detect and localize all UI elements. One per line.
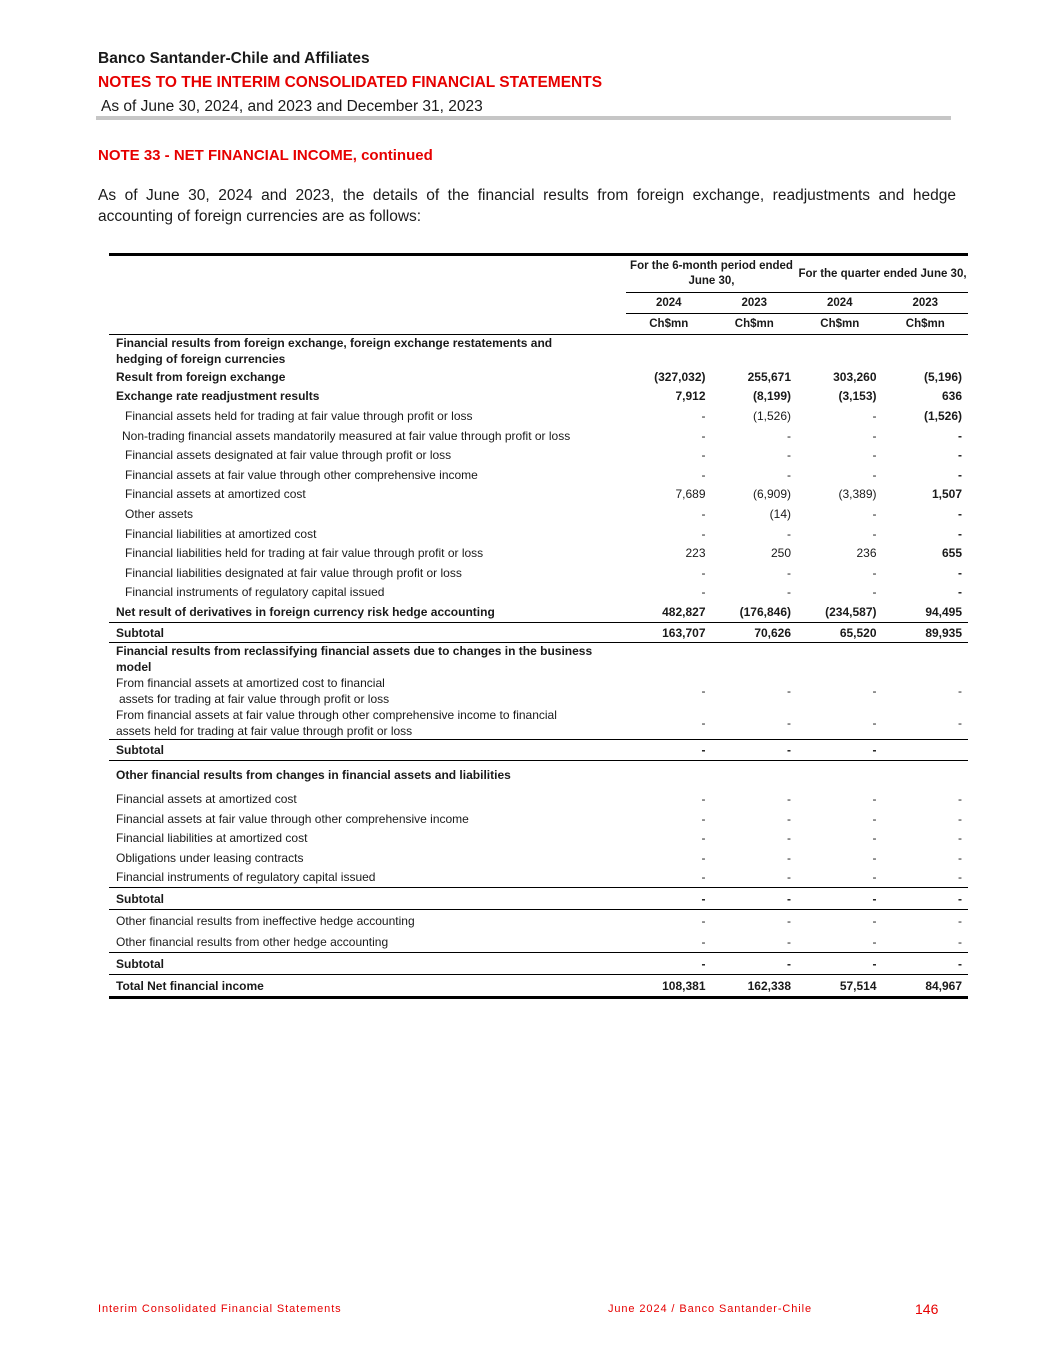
cell: -	[797, 868, 883, 888]
cell: -	[872, 467, 877, 482]
table-row	[109, 868, 968, 888]
section-title-row	[109, 761, 968, 790]
table-row	[109, 707, 968, 740]
cell: 255,671	[747, 369, 792, 384]
cell: -	[883, 868, 969, 888]
cell: 108,381	[626, 975, 712, 998]
table-row	[109, 406, 968, 426]
cell: -	[958, 850, 963, 865]
row-label: Result from foreign exchange	[116, 369, 286, 384]
row-label	[109, 675, 626, 707]
cell: -	[626, 931, 712, 953]
row-label: Financial assets held for trading at fair value through profit or loss	[125, 408, 473, 423]
total-row	[109, 975, 968, 998]
cell: -	[958, 913, 963, 928]
cell: -	[872, 526, 877, 541]
cell: -	[883, 888, 969, 910]
cell: -	[701, 408, 706, 423]
cell: -	[712, 931, 798, 953]
year-header: 2023	[883, 293, 969, 314]
cell: (1,526)	[924, 408, 963, 423]
cell: -	[712, 888, 798, 910]
section-title-row	[109, 643, 968, 676]
cell: -	[701, 526, 706, 541]
cell: -	[797, 953, 883, 975]
row-label: Exchange rate readjustment results	[116, 389, 320, 404]
table-row	[109, 524, 968, 544]
cell: 223	[685, 546, 706, 561]
cell: -	[958, 811, 963, 826]
cell: -	[883, 953, 969, 975]
subtotal-label: Subtotal	[109, 740, 626, 761]
table-row	[109, 367, 968, 387]
cell: (176,846)	[712, 602, 798, 622]
footer-doc-title: Interim Consolidated Financial Statements	[98, 1303, 342, 1315]
cell: -	[787, 792, 792, 807]
cell: 84,967	[883, 975, 969, 998]
company-name: Banco Santander-Chile and Affiliates	[98, 50, 370, 67]
cell: -	[958, 448, 963, 463]
cell: -	[958, 506, 963, 521]
cell: (3,153)	[838, 389, 877, 404]
table-row	[109, 931, 968, 953]
total-label: Total Net financial income	[109, 975, 626, 998]
section-title: Other financial results from changes in financial assets and liabilities	[116, 768, 511, 783]
cell: 303,260	[833, 369, 877, 384]
as-of-date: As of June 30, 2024, and 2023 and December 31, 2023	[101, 98, 483, 115]
cell: 162,338	[712, 975, 798, 998]
cell: (14)	[769, 506, 792, 521]
cell: -	[626, 740, 712, 761]
row-label: Financial liabilities at amortized cost	[116, 831, 308, 846]
cell: -	[797, 740, 883, 761]
cell: -	[872, 792, 877, 807]
cell: -	[787, 565, 792, 580]
cell: -	[958, 428, 963, 443]
cell: -	[883, 707, 969, 740]
cell: -	[701, 565, 706, 580]
cell: -	[626, 868, 712, 888]
cell: -	[787, 428, 792, 443]
subtotal-row	[109, 740, 968, 761]
cell: -	[958, 831, 963, 846]
cell: 94,495	[883, 602, 969, 622]
cell: 7,689	[675, 487, 706, 502]
cell: -	[872, 850, 877, 865]
table-row	[109, 829, 968, 849]
cell: (1,526)	[752, 408, 792, 423]
row-label: Financial instruments of regulatory capital issued	[109, 868, 626, 888]
row-label: Other financial results from ineffective hedge accounting	[116, 913, 415, 928]
cell: -	[626, 953, 712, 975]
cell: -	[872, 408, 877, 423]
row-label: Financial assets at fair value through other comprehensive income	[125, 467, 478, 482]
table-row	[109, 543, 968, 563]
cell: -	[872, 913, 877, 928]
cell: -	[787, 467, 792, 482]
cell: 7,912	[675, 389, 706, 404]
cell: (5,196)	[924, 369, 963, 384]
row-label: Obligations under leasing contracts	[116, 850, 304, 865]
net-financial-income-table	[109, 253, 968, 999]
cell: -	[701, 467, 706, 482]
cell: -	[787, 850, 792, 865]
cell: -	[787, 526, 792, 541]
table-row	[109, 602, 968, 622]
header-units-row	[109, 314, 968, 335]
year-header: 2024	[797, 293, 883, 314]
row-label: Other financial results from other hedge accounting	[109, 931, 626, 953]
cell: (8,199)	[752, 389, 792, 404]
row-label: Financial assets designated at fair value through profit or loss	[125, 448, 452, 463]
cell: (6,909)	[752, 487, 792, 502]
year-header: 2024	[626, 293, 712, 314]
cell: -	[872, 811, 877, 826]
table-row	[109, 485, 968, 505]
cell: 57,514	[797, 975, 883, 998]
unit-header: Ch$mn	[797, 314, 883, 335]
subtotal-label: Subtotal	[109, 953, 626, 975]
row-label	[109, 707, 626, 740]
cell: -	[797, 707, 883, 740]
period-6m-header: For the 6-month period ended June 30,	[626, 255, 797, 293]
cell	[883, 740, 969, 761]
cell: -	[958, 467, 963, 482]
row-label: Financial assets at amortized cost	[116, 792, 297, 807]
cell: -	[712, 953, 798, 975]
cell: -	[701, 850, 706, 865]
row-label-line: From financial assets at fair value through other comprehensive income to financial	[116, 708, 557, 723]
subtotal-label: Subtotal	[109, 622, 626, 643]
header-rule	[96, 116, 951, 120]
cell: -	[712, 740, 798, 761]
table-row	[109, 445, 968, 465]
cell: -	[626, 888, 712, 910]
cell: -	[787, 831, 792, 846]
note-title: NOTE 33 - NET FINANCIAL INCOME, continued	[98, 147, 433, 164]
row-label: Financial assets at amortized cost	[125, 487, 306, 502]
row-label: Financial liabilities designated at fair value through profit or loss	[125, 565, 462, 580]
period-quarter-header: For the quarter ended June 30,	[797, 255, 968, 293]
cell: -	[787, 811, 792, 826]
cell: -	[701, 585, 706, 600]
table-row	[109, 387, 968, 407]
cell: (3,389)	[838, 487, 877, 502]
section-title: Financial results from reclassifying financial assets due to changes in the business model	[116, 644, 593, 675]
cell: -	[787, 448, 792, 463]
cell: 89,935	[883, 622, 969, 643]
cell: -	[958, 684, 963, 699]
section-title: Financial results from foreign exchange, foreign exchange restatements and hedging of foreign currencies	[116, 336, 553, 366]
table-row	[109, 563, 968, 583]
cell: 250	[770, 546, 792, 561]
cell: -	[958, 585, 963, 600]
cell: -	[787, 913, 792, 928]
note-intro: As of June 30, 2024 and 2023, the details of the financial results from foreign exchange, readjustments and hedge accounting of foreign currencies are as follows:	[98, 187, 956, 225]
notes-title: NOTES TO THE INTERIM CONSOLIDATED FINANCIAL STATEMENTS	[98, 74, 603, 91]
row-label-line: assets for trading at fair value through profit or loss	[119, 692, 390, 707]
cell: -	[883, 931, 969, 953]
cell: -	[872, 448, 877, 463]
row-label: Financial liabilities at amortized cost	[125, 526, 317, 541]
cell: -	[701, 831, 706, 846]
cell: -	[701, 506, 706, 521]
table-row	[109, 504, 968, 524]
year-header: 2023	[712, 293, 798, 314]
table-row	[109, 809, 968, 829]
cell: -	[787, 684, 792, 699]
table-row	[109, 675, 968, 707]
unit-header: Ch$mn	[626, 314, 712, 335]
page-number: 146	[915, 1301, 939, 1317]
row-label-line: From financial assets at amortized cost to financial	[116, 676, 385, 691]
cell: -	[872, 831, 877, 846]
row-label: Non-trading financial assets mandatorily measured at fair value through profit or loss	[122, 428, 571, 443]
row-label: Financial liabilities held for trading at fair value through profit or loss	[125, 546, 484, 561]
cell: 636	[942, 389, 963, 404]
cell: (234,587)	[797, 602, 883, 622]
unit-header: Ch$mn	[883, 314, 969, 335]
cell: -	[797, 931, 883, 953]
cell: -	[712, 707, 798, 740]
table-row	[109, 789, 968, 809]
unit-header: Ch$mn	[712, 314, 798, 335]
cell: -	[797, 888, 883, 910]
cell: -	[958, 792, 963, 807]
header-period-row	[109, 255, 968, 293]
cell: -	[701, 811, 706, 826]
cell: 70,626	[712, 622, 798, 643]
table-row	[109, 910, 968, 932]
cell: -	[872, 585, 877, 600]
cell: 236	[856, 546, 877, 561]
cell: -	[872, 684, 877, 699]
cell: 163,707	[626, 622, 712, 643]
row-label: Other assets	[125, 506, 194, 521]
header-years-row	[109, 293, 968, 314]
subtotal-row	[109, 953, 968, 975]
cell: -	[958, 526, 963, 541]
cell: (327,032)	[654, 369, 706, 384]
row-label: Financial instruments of regulatory capital issued	[125, 585, 385, 600]
table-row	[109, 583, 968, 603]
subtotal-label: Subtotal	[109, 888, 626, 910]
cell: 655	[942, 546, 963, 561]
cell: 65,520	[797, 622, 883, 643]
cell: -	[872, 428, 877, 443]
section-title-row	[109, 335, 968, 368]
cell: -	[701, 684, 706, 699]
cell: -	[626, 707, 712, 740]
cell: -	[712, 868, 798, 888]
cell: -	[701, 448, 706, 463]
cell: -	[872, 506, 877, 521]
cell: -	[958, 565, 963, 580]
cell: -	[701, 913, 706, 928]
cell: -	[701, 792, 706, 807]
footer-period: June 2024 / Banco Santander-Chile	[608, 1303, 812, 1315]
cell: 482,827	[626, 602, 712, 622]
subtotal-row	[109, 888, 968, 910]
row-label-line: assets held for trading at fair value through profit or loss	[116, 724, 413, 739]
cell: -	[872, 565, 877, 580]
cell: -	[787, 585, 792, 600]
table-row	[109, 426, 968, 446]
table-row	[109, 848, 968, 868]
subtotal-row	[109, 622, 968, 643]
cell: 1,507	[932, 487, 963, 502]
table-row	[109, 465, 968, 485]
cell: -	[701, 428, 706, 443]
row-label: Financial assets at fair value through other comprehensive income	[116, 811, 469, 826]
row-label: Net result of derivatives in foreign currency risk hedge accounting	[109, 602, 626, 622]
